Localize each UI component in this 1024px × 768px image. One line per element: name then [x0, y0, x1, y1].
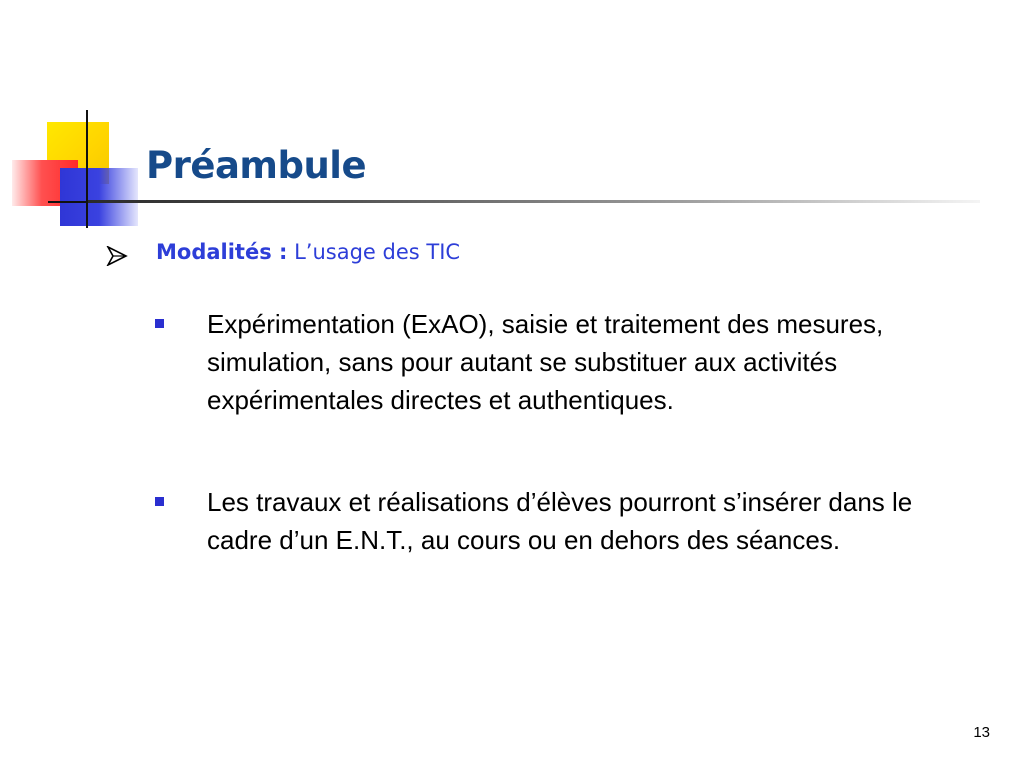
blue-square-shape [60, 168, 138, 226]
title-underline [88, 200, 980, 203]
bullet-text: Expérimentation (ExAO), saisie et traitement des mesures, simulation, sans pour autant se substituer aux activités expérimentales directes et authentiques. [207, 309, 884, 415]
level1-label: L’usage des TIC [287, 240, 461, 264]
decorative-logo-icon [0, 0, 140, 240]
slide-title: Préambule [146, 144, 367, 187]
crosshair-vertical-line [86, 110, 88, 228]
square-bullet-icon [155, 497, 164, 506]
square-bullet-icon [155, 319, 164, 328]
arrow-bullet-icon [106, 246, 128, 266]
page-number: 13 [973, 724, 990, 741]
level1-bold-label: Modalités : [156, 240, 288, 264]
bullet-text: Les travaux et réalisations d’élèves pourront s’insérer dans le cadre d’un E.N.T., au cours ou en dehors des séances. [207, 487, 913, 555]
level1-text [156, 240, 460, 264]
